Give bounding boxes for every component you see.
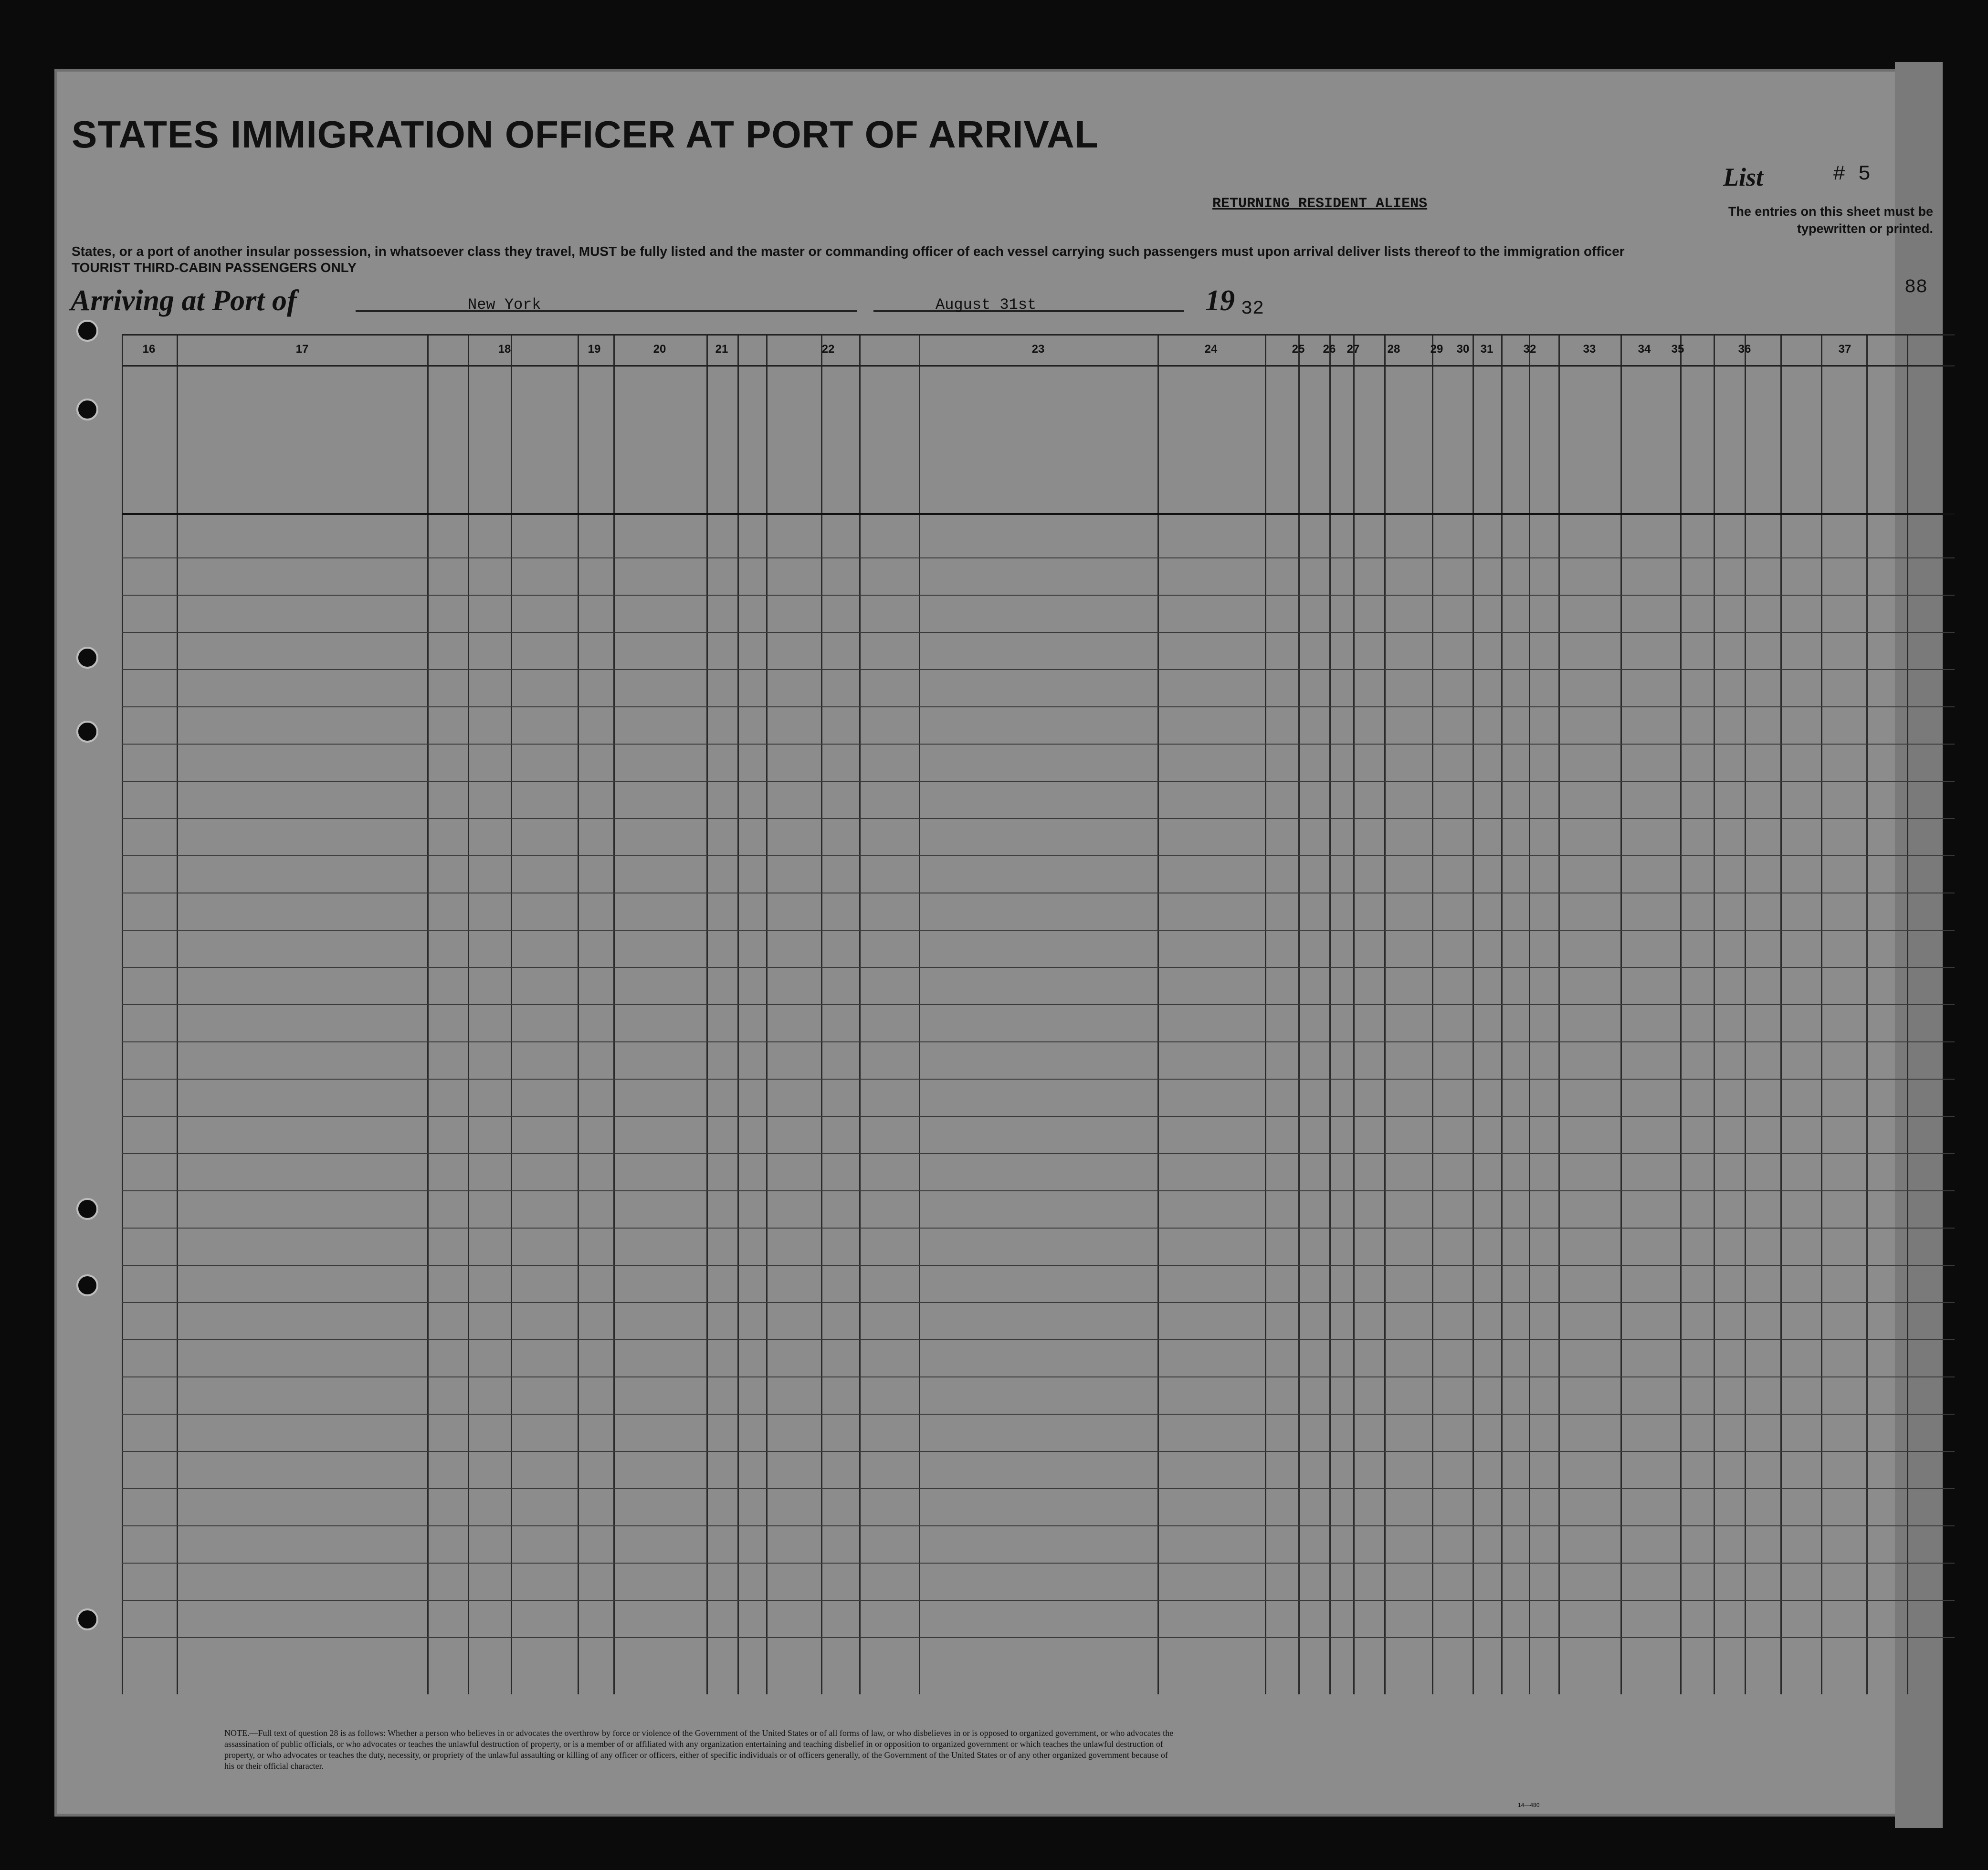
row-line [122, 1302, 1955, 1303]
binder-hole [76, 1608, 98, 1630]
binder-hole [76, 320, 98, 342]
grid-column-line [427, 334, 429, 1694]
column-number: 36 [1738, 343, 1751, 356]
grid-column-line [613, 334, 615, 1694]
grid-column-line [821, 334, 822, 1694]
column-number: 33 [1583, 343, 1596, 356]
column-number: 29 [1430, 343, 1443, 356]
row-line [122, 967, 1955, 968]
binder-hole [76, 1274, 98, 1296]
column-number: 24 [1204, 343, 1218, 356]
row-line [122, 1153, 1955, 1154]
year-suffix: 32 [1241, 298, 1264, 320]
grid-column-line [706, 334, 708, 1694]
column-number: 23 [1031, 343, 1045, 356]
row-line [122, 1079, 1955, 1080]
row-line [122, 1190, 1955, 1191]
form-number: 14—480 [1518, 1802, 1540, 1808]
grid-column-line [1353, 334, 1355, 1694]
row-line [122, 855, 1955, 856]
grid-column-line [1680, 334, 1682, 1694]
column-number: 34 [1638, 343, 1651, 356]
grid-column-line [1473, 334, 1474, 1694]
year-prefix: 19 [1205, 284, 1235, 317]
header-bottom-line [122, 513, 1955, 515]
row-line [122, 669, 1955, 670]
header-divider [122, 365, 1955, 367]
row-line [122, 1451, 1955, 1452]
page-number: 88 [1904, 277, 1928, 298]
grid-column-line [1866, 334, 1868, 1694]
grid-column-line [122, 334, 123, 1694]
grid-column-line [1714, 334, 1715, 1694]
row-line [122, 706, 1955, 707]
column-number: 19 [588, 343, 601, 356]
grid-column-line [737, 334, 739, 1694]
grid-column-line [1620, 334, 1622, 1694]
grid-column-line [1384, 334, 1386, 1694]
row-line [122, 1637, 1955, 1638]
row-line [122, 1228, 1955, 1229]
column-number: 31 [1480, 343, 1494, 356]
grid-column-line [919, 334, 920, 1694]
header-top-line [122, 334, 1955, 336]
row-line [122, 1563, 1955, 1564]
row-line [122, 557, 1955, 558]
column-number: 25 [1292, 343, 1305, 356]
port-value: New York [468, 296, 541, 314]
grid-column-line [1501, 334, 1503, 1694]
row-line [122, 781, 1955, 782]
row-line [122, 1339, 1955, 1340]
grid-column-line [1157, 334, 1159, 1694]
row-line [122, 1116, 1955, 1117]
binder-hole [76, 647, 98, 669]
grid-column-line [1821, 334, 1822, 1694]
grid-column-line [511, 334, 512, 1694]
column-number: 26 [1323, 343, 1336, 356]
column-number: 16 [142, 343, 156, 356]
grid-column-line [1558, 334, 1560, 1694]
column-number: 35 [1671, 343, 1684, 356]
arriving-label: Arriving at Port of [71, 284, 297, 317]
date-value: August 31st [936, 296, 1037, 314]
column-number: 27 [1346, 343, 1360, 356]
row-line [122, 930, 1955, 931]
row-line [122, 595, 1955, 596]
column-number: 18 [498, 343, 511, 356]
subtitle-line: TOURIST THIRD-CABIN PASSENGERS ONLY [72, 260, 357, 275]
grid-column-line [1529, 334, 1530, 1694]
grid-column-line [766, 334, 768, 1694]
returning-stamp: RETURNING RESIDENT ALIENS [1212, 196, 1428, 212]
grid-column-line [1329, 334, 1331, 1694]
row-line [122, 1488, 1955, 1489]
row-line [122, 1414, 1955, 1415]
grid-column-line [1780, 334, 1782, 1694]
column-number: 30 [1456, 343, 1470, 356]
page-title: STATES IMMIGRATION OFFICER AT PORT OF ARRIVAL [72, 113, 1099, 156]
list-label: List [1723, 163, 1764, 191]
grid-column-line [1907, 334, 1908, 1694]
footer-note: NOTE.—Full text of question 28 is as follows: Whether a person who believes in or advocates the overthrow by force or violence of the Government of the United States or of all forms of law, or who disbelieves in or is opposed to organized government, or who advocates the assassination of public officials, or who advocates or teaches the unlawful destruction of property, or is a member of or affiliated with any organization entertaining and teaching disbelief in or opposition to organized government or which teaches the unlawful destruction of property, or who advocates or teaches the duty, necessity, or propriety of the unlawful assaulting or killing of any officer or officers, either of specific individuals or of officers generally, of the Government of the United States or of any other organized government because of his or their official character. [224, 1728, 1174, 1771]
binder-hole [76, 1198, 98, 1220]
binder-hole [76, 721, 98, 743]
column-number: 37 [1838, 343, 1851, 356]
grid-column-line [1298, 334, 1300, 1694]
grid-column-line [468, 334, 469, 1694]
list-number: # 5 [1833, 162, 1871, 186]
subtitle-line: States, or a port of another insular possession, in whatsoever class they travel, MUST be fully listed and the master or commanding officer of each vessel carrying such passengers must upon arrival deliver lists thereof to the immigration officer [72, 244, 1625, 259]
entries-instruction: The entries on this sheet must be typewritten or printed. [1728, 204, 1933, 236]
binder-hole [76, 399, 98, 420]
grid-column-line [177, 334, 178, 1694]
grid-column-line [1265, 334, 1266, 1694]
column-number: 28 [1387, 343, 1400, 356]
column-number: 17 [295, 343, 309, 356]
grid-column-line [859, 334, 861, 1694]
row-line [122, 1376, 1955, 1377]
row-line [122, 818, 1955, 819]
grid-column-line [578, 334, 579, 1694]
manifest-grid [122, 334, 1955, 1694]
column-number: 21 [715, 343, 728, 356]
row-line [122, 1041, 1955, 1042]
port-underline [356, 310, 857, 312]
row-line [122, 1004, 1955, 1005]
row-line [122, 744, 1955, 745]
row-line [122, 1265, 1955, 1266]
subtitle [72, 243, 1647, 276]
row-line [122, 632, 1955, 633]
column-number: 20 [653, 343, 666, 356]
row-line [122, 1600, 1955, 1601]
grid-column-line [1745, 334, 1746, 1694]
column-number: 22 [821, 343, 835, 356]
grid-column-line [1432, 334, 1433, 1694]
column-number: 32 [1523, 343, 1536, 356]
row-line [122, 1525, 1955, 1526]
